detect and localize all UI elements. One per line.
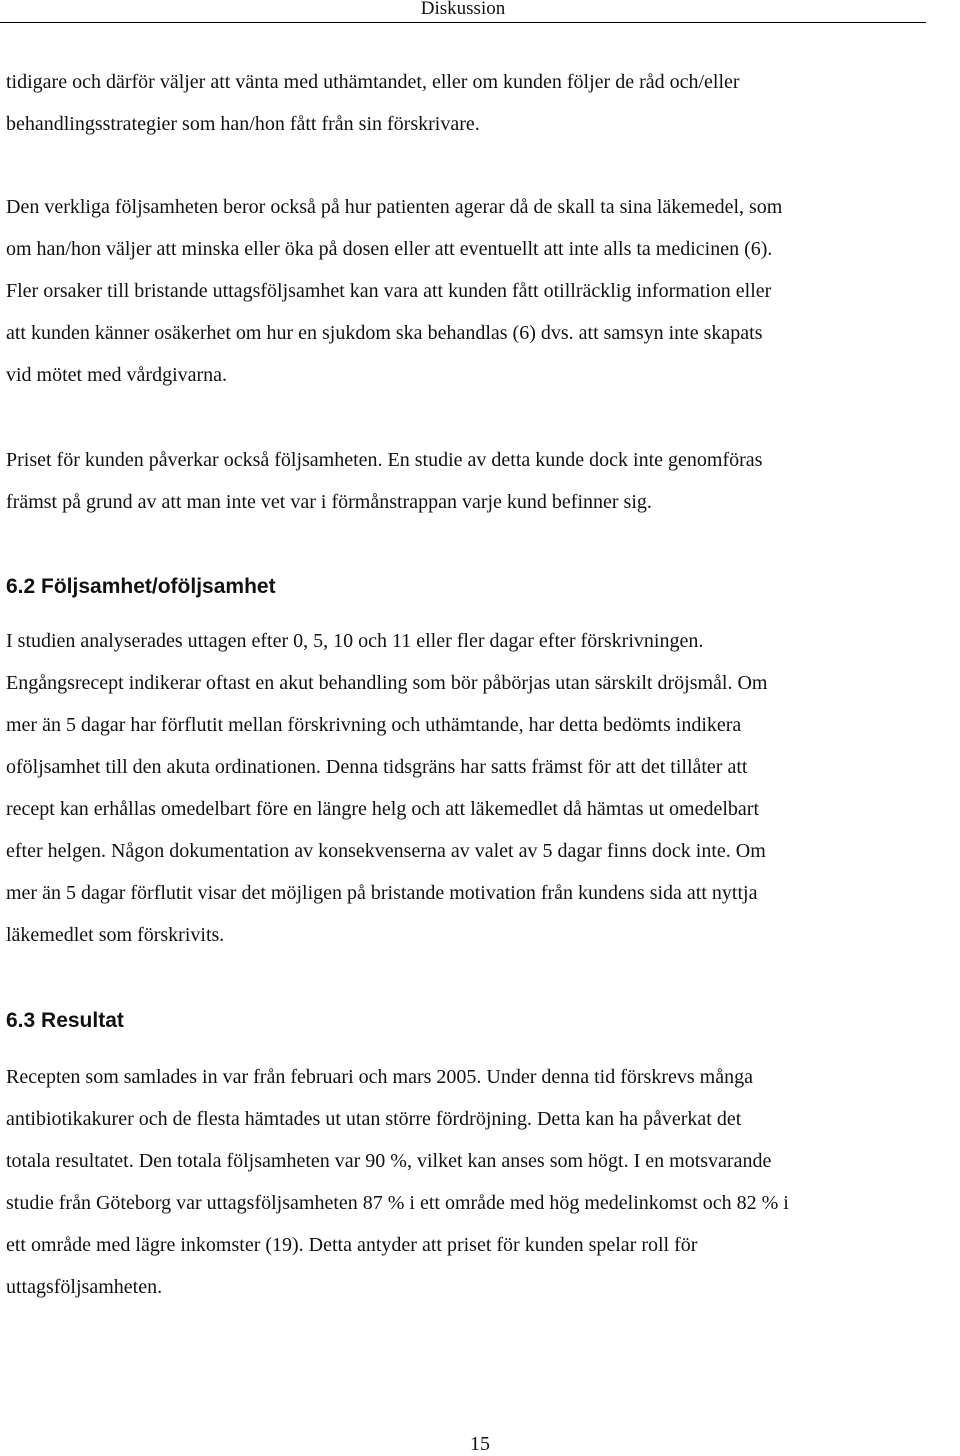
text-line: uttagsföljsamheten.: [6, 1276, 163, 1298]
section-heading-6-3: 6.3 Resultat: [6, 1009, 124, 1032]
page-footer: [0, 1432, 960, 1456]
paragraph-2: [6, 186, 958, 396]
text-line: Fler orsaker till bristande uttagsföljsamhet kan vara att kunden fått otillräcklig information eller: [6, 280, 772, 302]
text-line: vid mötet med vårdgivarna.: [6, 364, 228, 386]
text-line: studie från Göteborg var uttagsföljsamheten 87 % i ett område med hög medelinkomst och 82 % i: [6, 1192, 789, 1214]
text-line: Priset för kunden påverkar också följsamheten. En studie av detta kunde dock inte genomföras: [6, 449, 763, 471]
section-heading-6-2: 6.2 Följsamhet/oföljsamhet: [6, 575, 276, 598]
page-number: 15: [470, 1433, 490, 1455]
text-line: mer än 5 dagar förflutit visar det möjligen på bristande motivation från kundens sida att nyttja: [6, 882, 758, 904]
text-line: tidigare och därför väljer att vänta med uthämtandet, eller om kunden följer de råd och/eller: [6, 71, 740, 93]
text-line: recept kan erhållas omedelbart före en längre helg och att läkemedlet då hämtas ut omedelbart: [6, 798, 759, 820]
text-line: att kunden känner osäkerhet om hur en sjukdom ska behandlas (6) dvs. att samsyn inte skapats: [6, 322, 763, 344]
text-line: Engångsrecept indikerar oftast en akut behandling som bör påbörjas utan särskilt dröjsmål. Om: [6, 672, 768, 694]
text-line: totala resultatet. Den totala följsamheten var 90 %, vilket kan anses som högt. I en motsvarande: [6, 1150, 772, 1172]
text-line: efter helgen. Någon dokumentation av konsekvenserna av valet av 5 dagar finns dock inte. Om: [6, 840, 766, 862]
running-header-title: Diskussion: [420, 0, 506, 19]
text-line: I studien analyserades uttagen efter 0, 5, 10 och 11 eller fler dagar efter förskrivningen.: [6, 630, 704, 652]
paragraph-3: [6, 439, 958, 523]
text-line: oföljsamhet till den akuta ordinationen. Denna tidsgräns har satts främst för att det tillåter att: [6, 756, 748, 778]
text-line: antibiotikakurer och de flesta hämtades ut utan större fördröjning. Detta kan ha påverkat det: [6, 1108, 742, 1130]
running-header: [0, 0, 926, 23]
paragraph-1: [6, 61, 958, 145]
paragraph-5: [6, 1056, 958, 1308]
text-line: främst på grund av att man inte vet var i förmånstrappan varje kund befinner sig.: [6, 491, 652, 513]
paragraph-4: [6, 620, 958, 956]
text-line: Recepten som samlades in var från februari och mars 2005. Under denna tid förskrevs många: [6, 1066, 753, 1088]
text-line: ett område med lägre inkomster (19). Detta antyder att priset för kunden spelar roll för: [6, 1234, 698, 1256]
text-line: om han/hon väljer att minska eller öka på dosen eller att eventuellt att inte alls ta medicinen (6).: [6, 238, 773, 260]
text-line: mer än 5 dagar har förflutit mellan förskrivning och uthämtande, har detta bedömts indikera: [6, 714, 742, 736]
text-line: behandlingsstrategier som han/hon fått från sin förskrivare.: [6, 113, 480, 135]
text-line: läkemedlet som förskrivits.: [6, 924, 225, 946]
text-line: Den verkliga följsamheten beror också på hur patienten agerar då de skall ta sina läkemedel, som: [6, 196, 783, 218]
